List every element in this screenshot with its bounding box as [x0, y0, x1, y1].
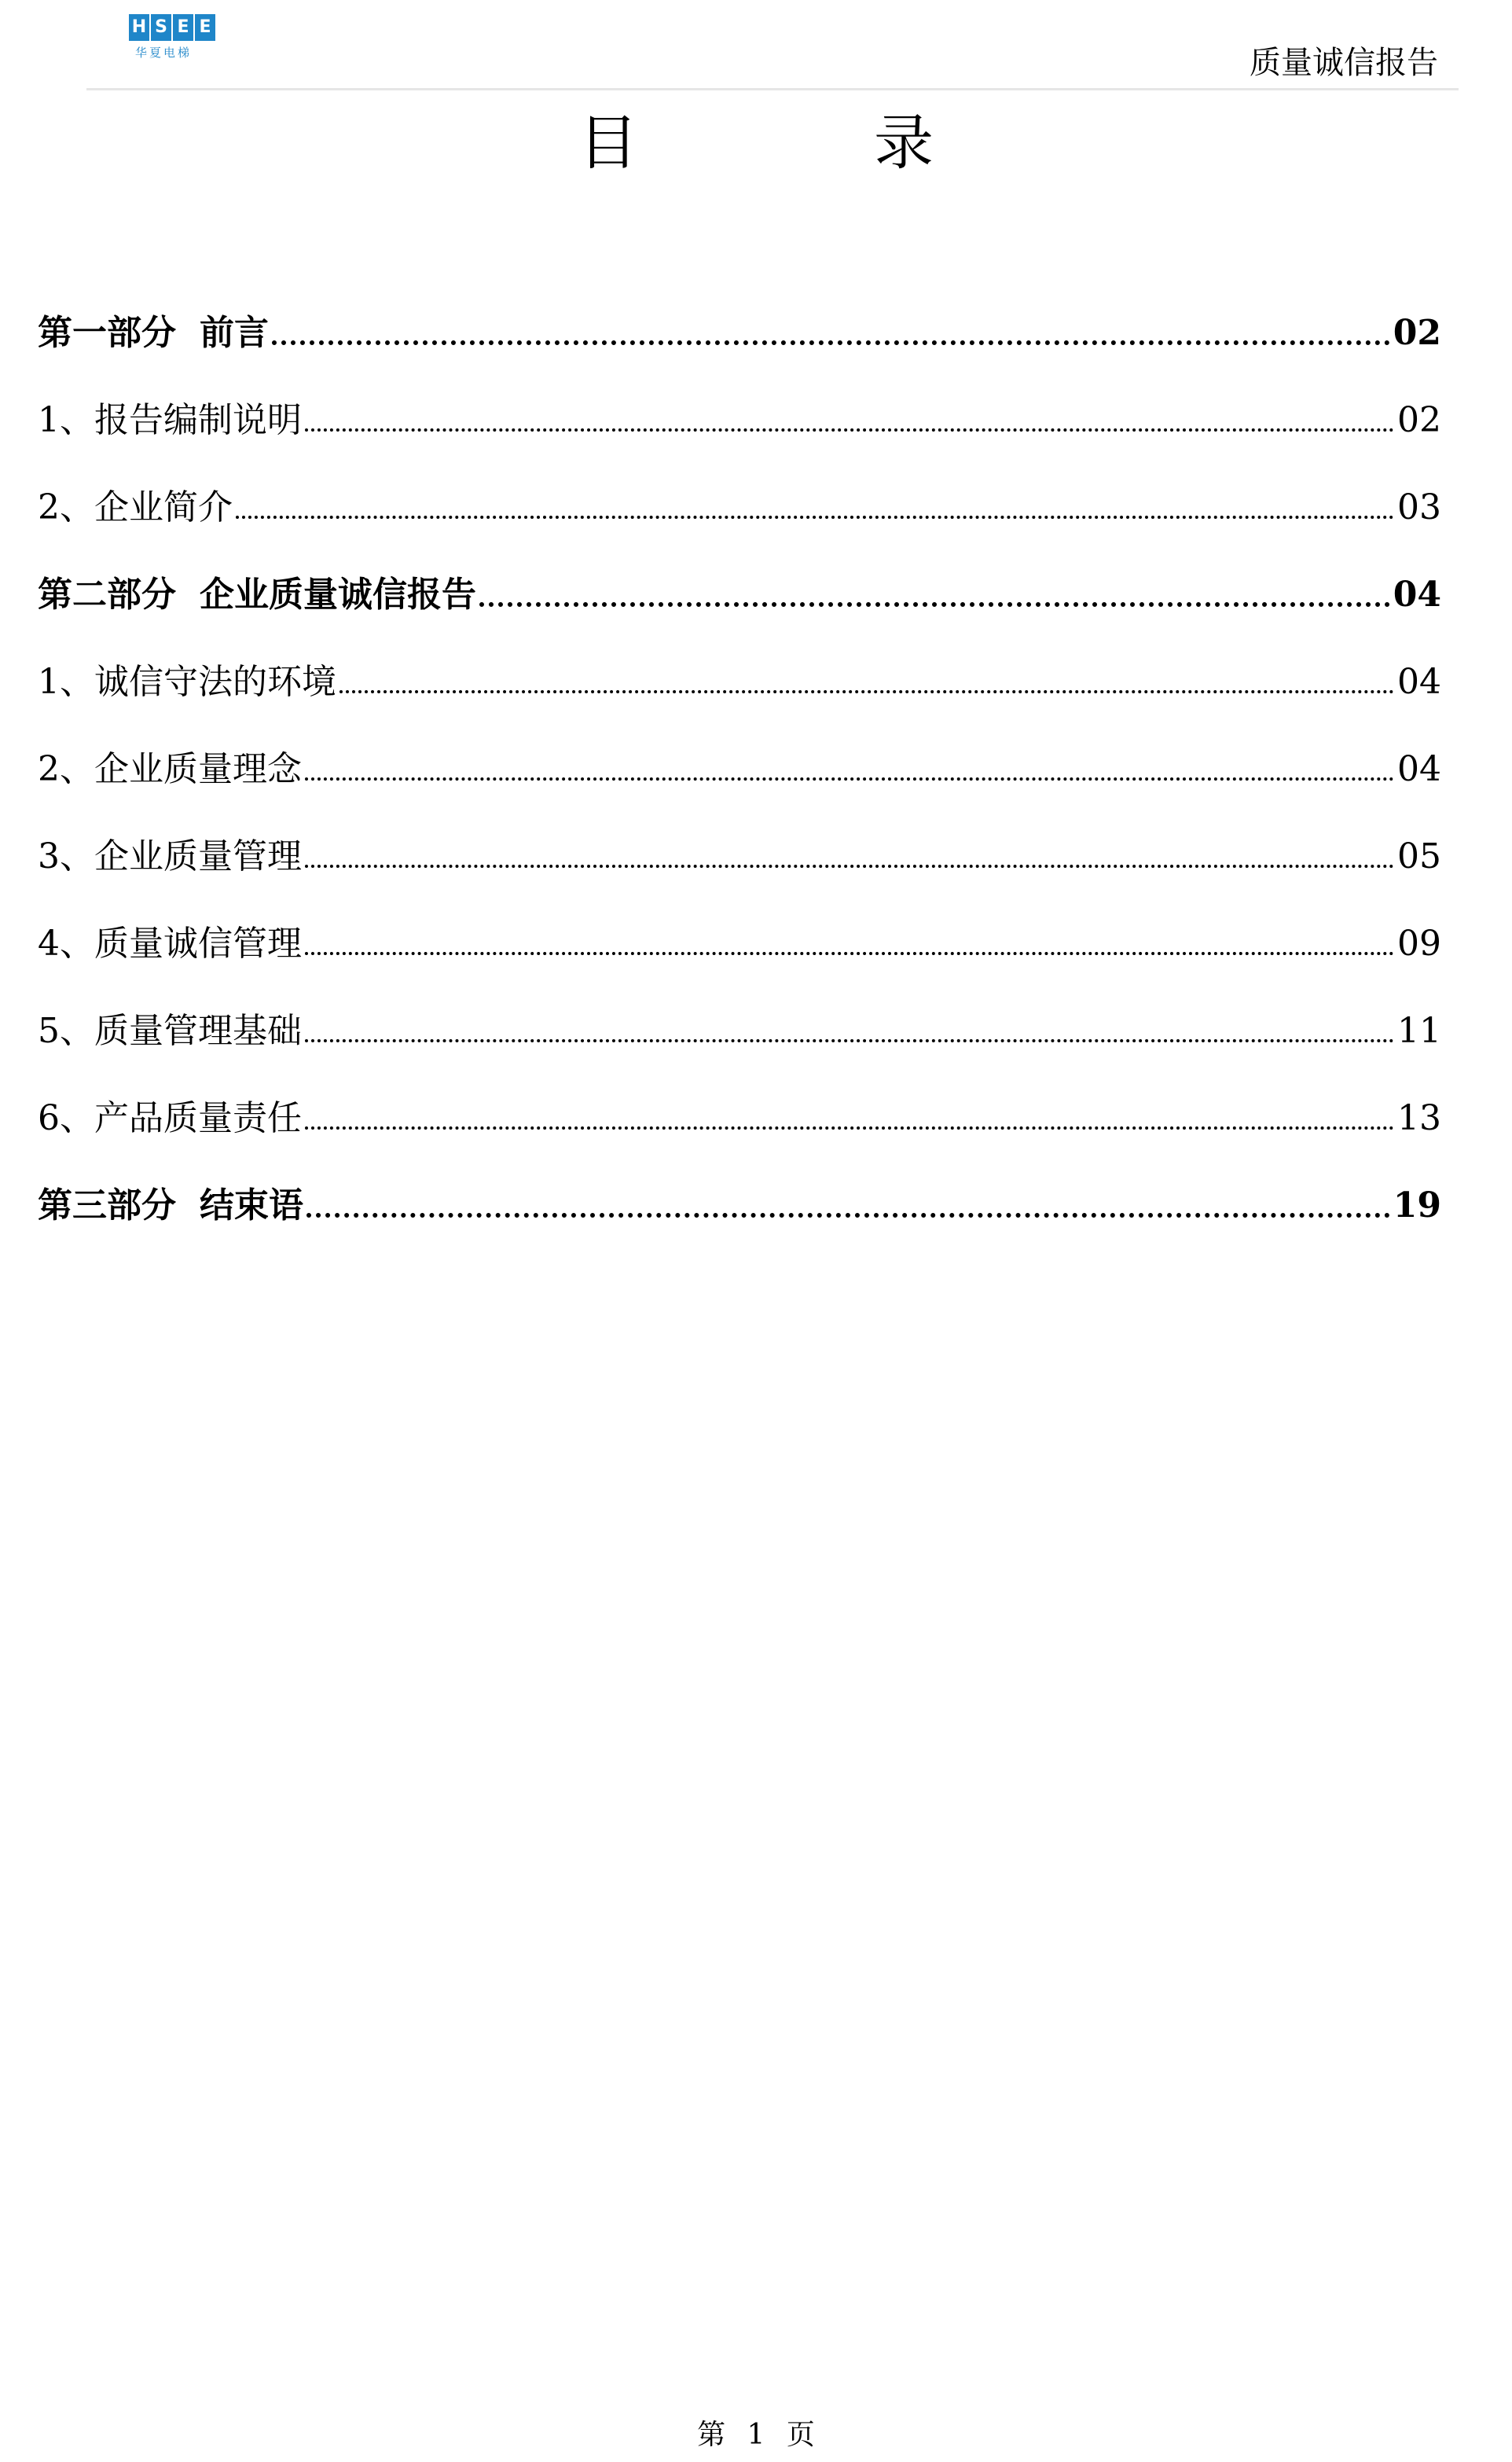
- toc-entry-label: 1、报告编制说明: [38, 400, 302, 440]
- toc-entry[interactable]: [38, 464, 1441, 551]
- logo-letters: [129, 14, 223, 41]
- toc-entry-label: 4、质量诚信管理: [38, 924, 302, 964]
- toc-dot-leader: [306, 1213, 1390, 1218]
- toc-entry[interactable]: [38, 377, 1441, 464]
- toc-dot-leader: [479, 602, 1390, 607]
- toc-entry-label: 6、产品质量责任: [38, 1098, 302, 1138]
- logo-subtitle: 华夏电梯: [135, 46, 193, 60]
- header-divider: [86, 88, 1459, 90]
- toc-part-label: 第三部分: [38, 1185, 176, 1225]
- toc-entry-part-1[interactable]: [38, 289, 1441, 377]
- toc-entry[interactable]: [38, 900, 1441, 987]
- logo-letter: E: [173, 14, 193, 41]
- toc-part-label: 第二部分: [38, 575, 176, 615]
- footer-page-number: 1: [747, 2419, 765, 2451]
- table-of-contents: [38, 289, 1441, 1249]
- toc-entry[interactable]: [38, 1075, 1441, 1162]
- toc-entry[interactable]: [38, 638, 1441, 726]
- toc-entry-label: 3、企业质量管理: [38, 836, 302, 876]
- toc-dot-leader: [305, 777, 1394, 781]
- toc-page-number: 02: [1393, 313, 1441, 353]
- toc-dot-leader: [236, 516, 1394, 519]
- footer-suffix: 页: [786, 2419, 815, 2451]
- toc-page-number: 02: [1397, 400, 1441, 440]
- toc-page-number: 04: [1397, 749, 1441, 789]
- document-header-title: 质量诚信报告: [1250, 45, 1438, 81]
- logo-letter: E: [195, 14, 215, 41]
- toc-entry-part-2[interactable]: [38, 551, 1441, 638]
- toc-entry-label: 2、企业简介: [38, 487, 233, 527]
- toc-entry[interactable]: [38, 726, 1441, 813]
- toc-entry-label: 1、诚信守法的环境: [38, 662, 336, 702]
- toc-page-number: 19: [1393, 1185, 1441, 1225]
- toc-entry-label: 前言: [200, 313, 269, 353]
- toc-entry-label: 5、质量管理基础: [38, 1011, 302, 1051]
- toc-part-label: 第一部分: [38, 313, 176, 353]
- toc-page-number: 13: [1397, 1098, 1441, 1138]
- toc-entry-label: 结束语: [200, 1185, 303, 1225]
- toc-heading-left: 目: [578, 108, 638, 178]
- toc-page-number: 03: [1397, 487, 1441, 527]
- toc-dot-leader: [272, 340, 1390, 345]
- toc-dot-leader: [305, 428, 1394, 432]
- footer-prefix: 第: [697, 2419, 726, 2451]
- company-logo: [129, 14, 223, 68]
- toc-entry[interactable]: [38, 987, 1441, 1075]
- toc-page-number: 04: [1397, 662, 1441, 702]
- toc-dot-leader: [305, 865, 1394, 868]
- page-footer: [0, 2418, 1512, 2453]
- toc-entry-label: 企业质量诚信报告: [200, 575, 476, 615]
- toc-entry-part-3[interactable]: [38, 1162, 1441, 1249]
- toc-heading-right: 录: [874, 108, 934, 178]
- toc-page-number: 05: [1397, 836, 1441, 876]
- toc-dot-leader: [305, 1126, 1394, 1130]
- toc-page-number: 09: [1397, 924, 1441, 964]
- toc-page-number: 11: [1397, 1011, 1441, 1051]
- toc-entry-label: 2、企业质量理念: [38, 749, 302, 789]
- logo-letter: S: [151, 14, 171, 41]
- toc-entry[interactable]: [38, 813, 1441, 900]
- toc-page-number: 04: [1393, 575, 1441, 615]
- toc-dot-leader: [305, 952, 1394, 955]
- logo-letter: H: [129, 14, 149, 41]
- toc-dot-leader: [305, 1039, 1394, 1042]
- toc-dot-leader: [339, 690, 1394, 693]
- toc-heading: [0, 104, 1512, 182]
